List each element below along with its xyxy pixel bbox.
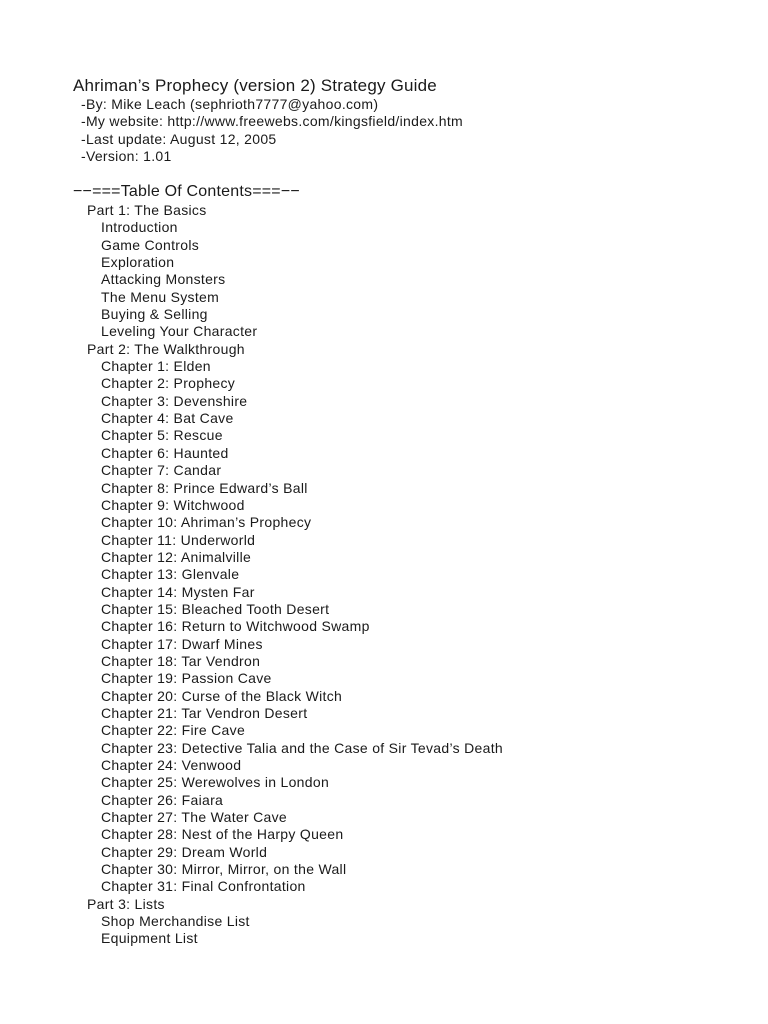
table-of-contents [87, 202, 503, 948]
toc-entry: Chapter 25: Werewolves in London [101, 774, 330, 791]
toc-entry: Chapter 16: Return to Witchwood Swamp [101, 618, 370, 635]
meta-author: -By: Mike Leach (sephrioth7777@yahoo.com) [81, 96, 379, 112]
toc-part-heading: Part 2: The Walkthrough [87, 340, 245, 357]
toc-entry: Chapter 26: Faiara [101, 791, 224, 808]
toc-entry: Chapter 31: Final Confrontation [101, 878, 306, 895]
meta-website: -My website: http://www.freewebs.com/kingsfield/index.htm [81, 113, 464, 130]
toc-entry: Attacking Monsters [101, 271, 226, 288]
toc-entry: Chapter 5: Rescue [101, 427, 223, 444]
toc-entry: Introduction [101, 219, 178, 236]
toc-entry: Chapter 15: Bleached Tooth Desert [101, 600, 330, 617]
toc-entry: Chapter 9: Witchwood [101, 496, 245, 513]
meta-last-update: -Last update: August 12, 2005 [81, 130, 277, 147]
toc-entry: Chapter 19: Passion Cave [101, 670, 272, 687]
toc-entry: Chapter 27: The Water Cave [101, 809, 287, 826]
toc-entry: Chapter 23: Detective Talia and the Case of Sir Tevad’s Death [101, 739, 503, 756]
toc-entry: Chapter 10: Ahriman’s Prophecy [101, 514, 312, 531]
toc-entry: Shop Merchandise List [101, 913, 250, 930]
toc-entry: Leveling Your Character [101, 323, 258, 340]
toc-entry: Chapter 21: Tar Vendron Desert [101, 704, 308, 721]
toc-entry: Chapter 8: Prince Edward’s Ball [101, 479, 308, 496]
toc-entry: Chapter 13: Glenvale [101, 566, 240, 583]
toc-entry: Chapter 22: Fire Cave [101, 722, 246, 739]
toc-entry: Chapter 7: Candar [101, 462, 222, 479]
toc-entry: The Menu System [101, 288, 220, 305]
toc-part-heading: Part 3: Lists [87, 895, 165, 912]
toc-entry: Chapter 14: Mysten Far [101, 583, 255, 600]
toc-entry: Chapter 2: Prophecy [101, 375, 236, 392]
toc-entry: Chapter 3: Devenshire [101, 392, 248, 409]
toc-part-heading: Part 1: The Basics [87, 202, 207, 218]
document-title: Ahriman’s Prophecy (version 2) Strategy Guide [73, 76, 437, 95]
toc-entry: Chapter 17: Dwarf Mines [101, 635, 263, 652]
meta-version: -Version: 1.01 [81, 148, 172, 165]
toc-entry: Chapter 4: Bat Cave [101, 410, 234, 427]
toc-entry: Chapter 18: Tar Vendron [101, 652, 261, 669]
toc-entry: Game Controls [101, 236, 200, 253]
toc-entry: Chapter 1: Elden [101, 358, 211, 375]
toc-entry: Chapter 20: Curse of the Black Witch [101, 687, 343, 704]
document-meta [81, 96, 463, 166]
toc-entry: Chapter 24: Venwood [101, 757, 242, 773]
toc-entry: Chapter 11: Underworld [101, 531, 256, 548]
toc-entry: Chapter 29: Dream World [101, 843, 268, 860]
toc-entry: Chapter 28: Nest of the Harpy Queen [101, 826, 344, 843]
toc-heading: −−===Table Of Contents===−− [73, 183, 300, 200]
toc-entry: Chapter 12: Animalville [101, 548, 252, 565]
toc-entry: Exploration [101, 254, 175, 271]
toc-entry: Chapter 30: Mirror, Mirror, on the Wall [101, 861, 347, 878]
toc-entry: Buying & Selling [101, 306, 208, 323]
toc-entry: Equipment List [101, 930, 198, 947]
toc-entry: Chapter 6: Haunted [101, 444, 229, 461]
